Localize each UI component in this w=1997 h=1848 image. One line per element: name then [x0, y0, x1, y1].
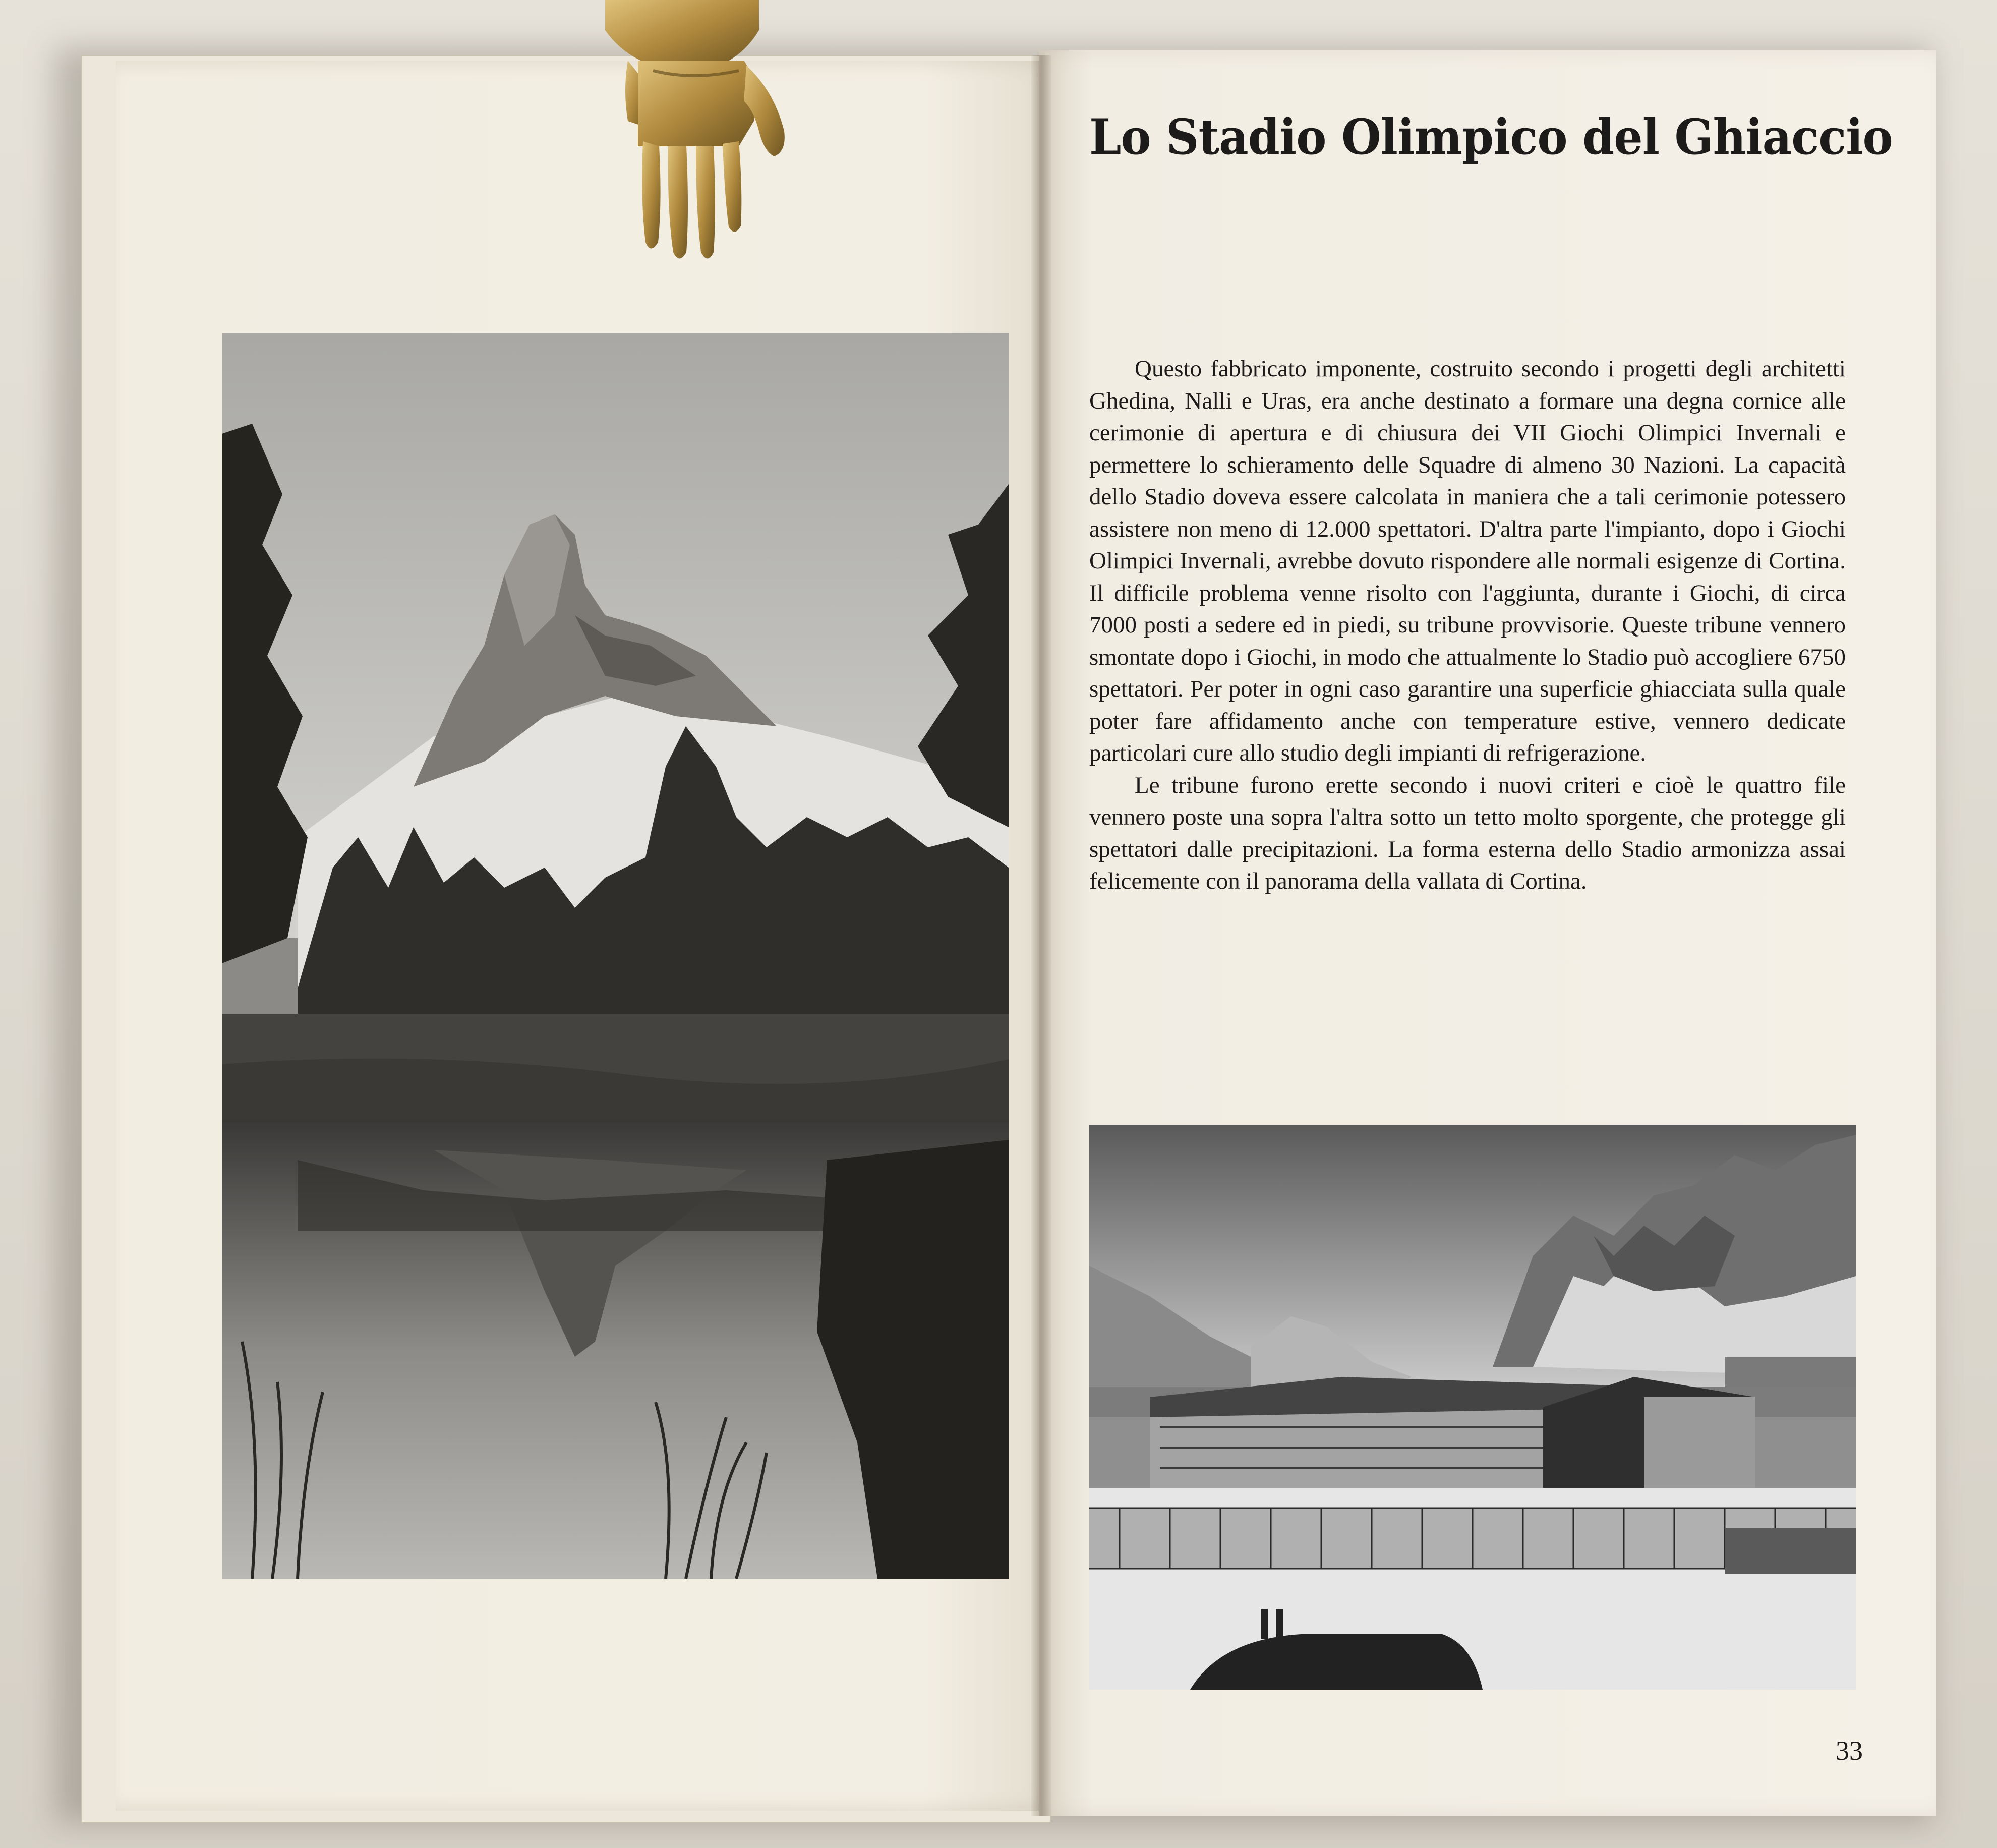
ice-stadium-photo: [1089, 1125, 1856, 1690]
page-title: Lo Stadio Olimpico del Ghiaccio: [1089, 108, 1893, 165]
brass-hand-bookmark-icon: [593, 0, 794, 272]
mountain-lake-photo: [222, 333, 1009, 1579]
paragraph-2: Le tribune furono erette secondo i nuovi criteri e cioè le quattro file vennero poste una sopra l'altra sotto un tetto molto sporgente, che protegge gli spettatori dalle precipitazioni. La forma esterna dello Stadio armonizza assai felicemente con il panorama della vallata di Cortina.: [1089, 772, 1846, 894]
paragraph-1: Questo fabbricato imponente, costruito secondo i progetti degli architetti Ghedina, Nalli e Uras, era anche destinato a formare una degna cornice alle cerimonie di apertura e di chiusura dei VII Giochi Olimpici Invernali e permettere lo schieramento delle Squadre di almeno 30 Nazioni. La capacità dello Stadio doveva essere calcolata in maniera che a tali cerimonie potessero assistere non meno di 12.000 spettatori. D'altra parte l'impianto, dopo i Giochi Olimpici Invernali, avrebbe dovuto rispondere alle normali esigenze di Cortina. Il difficile problema venne risolto con l'aggiunta, durante i Giochi, di circa 7000 posti a sedere ed in piedi, su tribune provvisorie. Queste tribune vennero smontate dopo i Giochi, in modo che attualmente lo Stadio può accogliere 6750 spettatori. Per poter in ogni caso garantire una superficie ghiacciata sulla quale poter fare affidamento anche con temperature estive, vennero dedicate particolari cure allo studio degli impianti di refrigerazione.: [1089, 356, 1846, 766]
book-gutter: [1031, 55, 1051, 1816]
article-body: [1089, 353, 1846, 898]
page-number: 33: [1836, 1736, 1863, 1766]
